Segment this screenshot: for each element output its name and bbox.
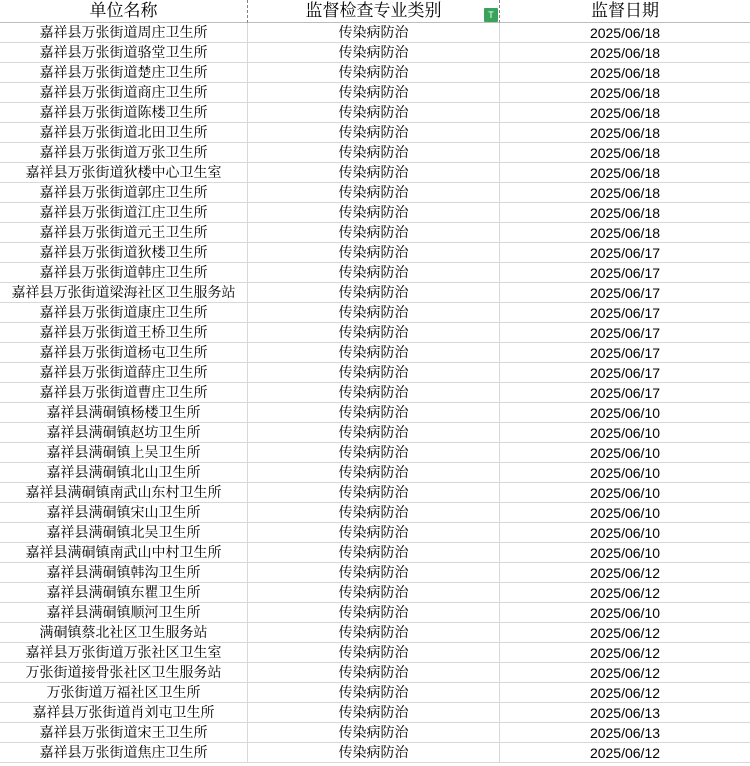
cell-date[interactable]: 2025/06/12 xyxy=(500,563,750,583)
cell-category[interactable]: 传染病防治 xyxy=(248,503,500,523)
cell-date[interactable]: 2025/06/12 xyxy=(500,583,750,603)
cell-category[interactable]: 传染病防治 xyxy=(248,643,500,663)
cell-category[interactable]: 传染病防治 xyxy=(248,723,500,743)
table-row xyxy=(0,703,750,723)
cell-date[interactable]: 2025/06/17 xyxy=(500,263,750,283)
cell-category[interactable]: 传染病防治 xyxy=(248,63,500,83)
cell-unit-name[interactable]: 嘉祥县万张街道康庄卫生所 xyxy=(0,303,248,323)
cell-category[interactable]: 传染病防治 xyxy=(248,43,500,63)
cell-unit-name[interactable]: 嘉祥县万张街道肖刘屯卫生所 xyxy=(0,703,248,723)
table-row xyxy=(0,43,750,63)
cell-unit-name[interactable]: 满硐镇蔡北社区卫生服务站 xyxy=(0,623,248,643)
table-row xyxy=(0,383,750,403)
cell-date[interactable]: 2025/06/18 xyxy=(500,223,750,243)
cell-unit-name[interactable]: 嘉祥县满硐镇宋山卫生所 xyxy=(0,503,248,523)
cell-date[interactable]: 2025/06/12 xyxy=(500,663,750,683)
table-row xyxy=(0,623,750,643)
table-row xyxy=(0,183,750,203)
cell-date[interactable]: 2025/06/10 xyxy=(500,483,750,503)
table-row xyxy=(0,63,750,83)
cell-date[interactable]: 2025/06/10 xyxy=(500,423,750,443)
table-row xyxy=(0,643,750,663)
cell-unit-name[interactable]: 嘉祥县万张街道骆堂卫生所 xyxy=(0,43,248,63)
cell-unit-name[interactable]: 嘉祥县万张街道江庄卫生所 xyxy=(0,203,248,223)
table-row xyxy=(0,543,750,563)
cell-unit-name[interactable]: 嘉祥县万张街道曹庄卫生所 xyxy=(0,383,248,403)
cell-date[interactable]: 2025/06/18 xyxy=(500,63,750,83)
table-row xyxy=(0,363,750,383)
cell-category[interactable]: 传染病防治 xyxy=(248,143,500,163)
column-header-unit-name[interactable]: 单位名称 xyxy=(0,0,248,23)
filter-icon[interactable]: T xyxy=(484,8,498,22)
table-row xyxy=(0,283,750,303)
cell-unit-name[interactable]: 嘉祥县满硐镇北山卫生所 xyxy=(0,463,248,483)
cell-unit-name[interactable]: 嘉祥县万张街道北田卫生所 xyxy=(0,123,248,143)
cell-date[interactable]: 2025/06/10 xyxy=(500,463,750,483)
header-row xyxy=(0,0,750,20)
cell-unit-name[interactable]: 嘉祥县万张街道楚庄卫生所 xyxy=(0,63,248,83)
table-row xyxy=(0,563,750,583)
cell-category[interactable]: 传染病防治 xyxy=(248,243,500,263)
cell-category[interactable]: 传染病防治 xyxy=(248,563,500,583)
cell-date[interactable]: 2025/06/17 xyxy=(500,283,750,303)
table-row xyxy=(0,83,750,103)
table-row xyxy=(0,223,750,243)
cell-category[interactable]: 传染病防治 xyxy=(248,523,500,543)
cell-category[interactable]: 传染病防治 xyxy=(248,263,500,283)
cell-category[interactable]: 传染病防治 xyxy=(248,103,500,123)
cell-date[interactable]: 2025/06/17 xyxy=(500,243,750,263)
cell-unit-name[interactable]: 嘉祥县万张街道万张社区卫生室 xyxy=(0,643,248,663)
table-row xyxy=(0,743,750,763)
cell-category[interactable]: 传染病防治 xyxy=(248,83,500,103)
cell-category[interactable]: 传染病防治 xyxy=(248,23,500,43)
cell-date[interactable]: 2025/06/18 xyxy=(500,83,750,103)
cell-unit-name[interactable]: 万张街道接骨张社区卫生服务站 xyxy=(0,663,248,683)
cell-category[interactable]: 传染病防治 xyxy=(248,703,500,723)
cell-date[interactable]: 2025/06/17 xyxy=(500,383,750,403)
cell-date[interactable]: 2025/06/10 xyxy=(500,403,750,423)
cell-date[interactable]: 2025/06/12 xyxy=(500,743,750,763)
cell-date[interactable]: 2025/06/10 xyxy=(500,543,750,563)
cell-unit-name[interactable]: 嘉祥县万张街道商庄卫生所 xyxy=(0,83,248,103)
cell-unit-name[interactable]: 嘉祥县万张街道焦庄卫生所 xyxy=(0,743,248,763)
table-row xyxy=(0,683,750,703)
cell-unit-name[interactable]: 嘉祥县满硐镇韩沟卫生所 xyxy=(0,563,248,583)
cell-unit-name[interactable]: 嘉祥县满硐镇上吴卫生所 xyxy=(0,443,248,463)
cell-category[interactable]: 传染病防治 xyxy=(248,483,500,503)
table-row xyxy=(0,163,750,183)
cell-date[interactable]: 2025/06/18 xyxy=(500,203,750,223)
cell-unit-name[interactable]: 嘉祥县万张街道万张卫生所 xyxy=(0,143,248,163)
column-header-category[interactable]: 监督检查专业类别 xyxy=(248,0,500,23)
cell-date[interactable]: 2025/06/12 xyxy=(500,683,750,703)
table-row xyxy=(0,443,750,463)
cell-unit-name[interactable]: 嘉祥县满硐镇南武山中村卫生所 xyxy=(0,543,248,563)
cell-date[interactable]: 2025/06/13 xyxy=(500,703,750,723)
cell-category[interactable]: 传染病防治 xyxy=(248,383,500,403)
cell-unit-name[interactable]: 嘉祥县满硐镇赵坊卫生所 xyxy=(0,423,248,443)
table-row xyxy=(0,583,750,603)
cell-unit-name[interactable]: 嘉祥县满硐镇北吴卫生所 xyxy=(0,523,248,543)
cell-category[interactable]: 传染病防治 xyxy=(248,463,500,483)
cell-date[interactable]: 2025/06/13 xyxy=(500,723,750,743)
cell-unit-name[interactable]: 万张街道万福社区卫生所 xyxy=(0,683,248,703)
table-row xyxy=(0,523,750,543)
table-row xyxy=(0,663,750,683)
cell-unit-name[interactable]: 嘉祥县万张街道郭庄卫生所 xyxy=(0,183,248,203)
table-row xyxy=(0,243,750,263)
cell-unit-name[interactable]: 嘉祥县万张街道元王卫生所 xyxy=(0,223,248,243)
cell-date[interactable]: 2025/06/17 xyxy=(500,363,750,383)
table-row xyxy=(0,103,750,123)
cell-unit-name[interactable]: 嘉祥县万张街道宋王卫生所 xyxy=(0,723,248,743)
cell-date[interactable]: 2025/06/10 xyxy=(500,523,750,543)
cell-date[interactable]: 2025/06/17 xyxy=(500,303,750,323)
table-row xyxy=(0,483,750,503)
cell-category[interactable]: 传染病防治 xyxy=(248,283,500,303)
cell-category[interactable]: 传染病防治 xyxy=(248,423,500,443)
table-row xyxy=(0,303,750,323)
cell-category[interactable]: 传染病防治 xyxy=(248,203,500,223)
cell-date[interactable]: 2025/06/18 xyxy=(500,103,750,123)
cell-category[interactable]: 传染病防治 xyxy=(248,343,500,363)
cell-unit-name[interactable]: 嘉祥县万张街道韩庄卫生所 xyxy=(0,263,248,283)
cell-unit-name[interactable]: 嘉祥县万张街道陈楼卫生所 xyxy=(0,103,248,123)
cell-category[interactable]: 传染病防治 xyxy=(248,603,500,623)
cell-unit-name[interactable]: 嘉祥县万张街道梁海社区卫生服务站 xyxy=(0,283,248,303)
cell-category[interactable]: 传染病防治 xyxy=(248,663,500,683)
cell-category[interactable]: 传染病防治 xyxy=(248,363,500,383)
cell-date[interactable]: 2025/06/18 xyxy=(500,183,750,203)
table-row xyxy=(0,143,750,163)
cell-unit-name[interactable]: 嘉祥县万张街道杨屯卫生所 xyxy=(0,343,248,363)
cell-unit-name[interactable]: 嘉祥县万张街道薛庄卫生所 xyxy=(0,363,248,383)
table-row xyxy=(0,123,750,143)
table-row xyxy=(0,203,750,223)
cell-category[interactable]: 传染病防治 xyxy=(248,223,500,243)
cell-unit-name[interactable]: 嘉祥县满硐镇东瞿卫生所 xyxy=(0,583,248,603)
cell-date[interactable]: 2025/06/10 xyxy=(500,443,750,463)
column-header-date[interactable]: 监督日期 xyxy=(500,0,750,23)
cell-date[interactable]: 2025/06/18 xyxy=(500,163,750,183)
table-row xyxy=(0,343,750,363)
cell-date[interactable]: 2025/06/18 xyxy=(500,143,750,163)
cell-category[interactable]: 传染病防治 xyxy=(248,683,500,703)
cell-date[interactable]: 2025/06/17 xyxy=(500,343,750,363)
cell-category[interactable]: 传染病防治 xyxy=(248,123,500,143)
cell-unit-name[interactable]: 嘉祥县万张街道周庄卫生所 xyxy=(0,23,248,43)
cell-date[interactable]: 2025/06/18 xyxy=(500,23,750,43)
cell-unit-name[interactable]: 嘉祥县满硐镇顺河卫生所 xyxy=(0,603,248,623)
cell-date[interactable]: 2025/06/12 xyxy=(500,643,750,663)
cell-unit-name[interactable]: 嘉祥县满硐镇杨楼卫生所 xyxy=(0,403,248,423)
cell-date[interactable]: 2025/06/17 xyxy=(500,323,750,343)
cell-unit-name[interactable]: 嘉祥县万张街道狄楼中心卫生室 xyxy=(0,163,248,183)
cell-date[interactable]: 2025/06/18 xyxy=(500,123,750,143)
table-row xyxy=(0,23,750,43)
cell-category[interactable]: 传染病防治 xyxy=(248,623,500,643)
cell-unit-name[interactable]: 嘉祥县万张街道狄楼卫生所 xyxy=(0,243,248,263)
table-row xyxy=(0,403,750,423)
cell-category[interactable]: 传染病防治 xyxy=(248,543,500,563)
table-row xyxy=(0,423,750,443)
cell-category[interactable]: 传染病防治 xyxy=(248,403,500,423)
cell-category[interactable]: 传染病防治 xyxy=(248,183,500,203)
cell-date[interactable]: 2025/06/12 xyxy=(500,623,750,643)
cell-category[interactable]: 传染病防治 xyxy=(248,303,500,323)
cell-category[interactable]: 传染病防治 xyxy=(248,163,500,183)
cell-category[interactable]: 传染病防治 xyxy=(248,323,500,343)
table-row xyxy=(0,723,750,743)
cell-date[interactable]: 2025/06/18 xyxy=(500,43,750,63)
table-row xyxy=(0,323,750,343)
table-row xyxy=(0,503,750,523)
cell-unit-name[interactable]: 嘉祥县万张街道王桥卫生所 xyxy=(0,323,248,343)
cell-category[interactable]: 传染病防治 xyxy=(248,583,500,603)
table-row xyxy=(0,263,750,283)
table-row xyxy=(0,603,750,623)
cell-category[interactable]: 传染病防治 xyxy=(248,743,500,763)
cell-date[interactable]: 2025/06/10 xyxy=(500,603,750,623)
cell-unit-name[interactable]: 嘉祥县满硐镇南武山东村卫生所 xyxy=(0,483,248,503)
table-row xyxy=(0,463,750,483)
cell-category[interactable]: 传染病防治 xyxy=(248,443,500,463)
cell-date[interactable]: 2025/06/10 xyxy=(500,503,750,523)
